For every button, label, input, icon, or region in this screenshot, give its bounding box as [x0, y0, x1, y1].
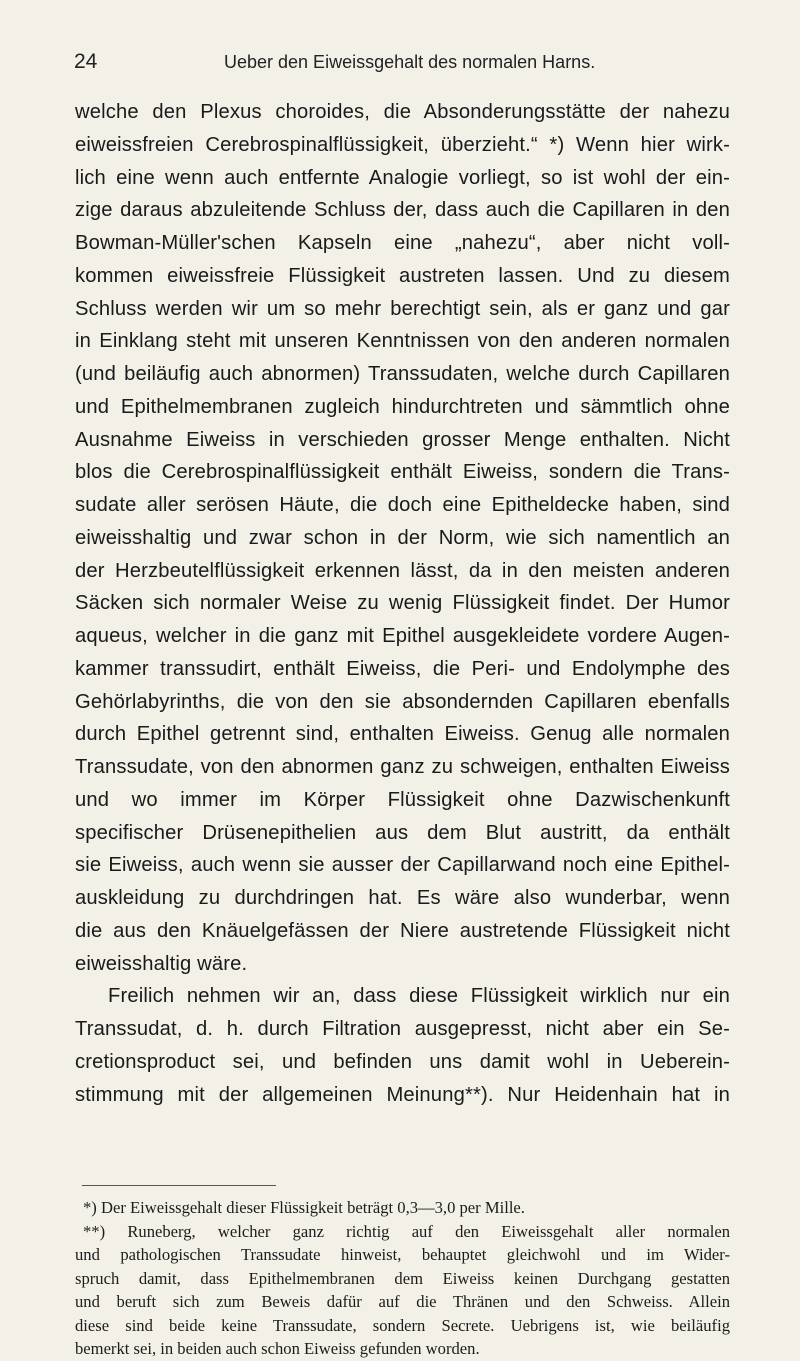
text-line: blos die Cerebrospinalflüssigkeit enthält Eiweiss, sondern die Trans- [75, 461, 730, 484]
main-text [75, 96, 730, 1111]
footnote-line: und pathologischen Transsudate hinweist, behauptet gleichwohl und im Wider- [75, 1245, 730, 1264]
text-line: die aus den Knäuelgefässen der Niere austretende Flüssigkeit nicht [75, 919, 730, 942]
text-line: eiweissfreien Cerebrospinalflüssigkeit, überzieht.“ *) Wenn hier wirk- [75, 133, 730, 156]
text-line: lich eine wenn auch entfernte Analogie vorliegt, so ist wohl der ein- [75, 166, 730, 189]
text-line: auskleidung zu durchdringen hat. Es wäre also wunderbar, wenn [75, 887, 730, 909]
text-line: zige daraus abzuleitende Schluss der, dass auch die Capillaren in den [75, 199, 730, 222]
text-line: Transsudate, von den abnormen ganz zu schweigen, enthalten Eiweiss [75, 756, 730, 778]
footnote-line: spruch damit, dass Epithelmembranen dem Eiweiss keinen Durchgang gestatten [75, 1268, 730, 1288]
paragraph-start-line: Freilich nehmen wir an, dass diese Flüssigkeit wirklich nur ein [108, 985, 730, 1008]
text-line: kammer transsudirt, enthält Eiweiss, die Peri- und Endolymphe des [75, 657, 730, 680]
text-line: Bowman-Müller'schen Kapseln eine „nahezu“, aber nicht voll- [75, 232, 730, 254]
footnote-line: bemerkt sei, in beiden auch schon Eiweiss gefunden worden. [75, 1339, 480, 1358]
footnote-line: und beruft sich zum Beweis dafür auf die Thränen und den Schweiss. Allein [75, 1292, 730, 1311]
text-line: Transsudat, d. h. durch Filtration ausgepresst, nicht aber ein Se- [75, 1018, 730, 1040]
text-line: durch Epithel getrennt sind, enthalten Eiweiss. Genug alle normalen [75, 723, 730, 746]
running-title: Ueber den Eiweissgehalt des normalen Harns. [224, 52, 596, 72]
text-line: eiweisshaltig wäre. [75, 952, 248, 975]
text-line: specifischer Drüsenepithelien aus dem Blut austritt, da enthält [75, 821, 730, 844]
text-line: welche den Plexus choroides, die Absonderungsstätte der nahezu [75, 101, 730, 123]
text-line: sie Eiweiss, auch wenn sie ausser der Capillarwand noch eine Epithel- [75, 854, 730, 877]
page-header [74, 50, 740, 78]
text-line: Schluss werden wir um so mehr berechtigt sein, als er ganz und gar [75, 297, 730, 320]
footnote-line: **) Runeberg, welcher ganz richtig auf den Eiweissgehalt aller normalen [83, 1221, 730, 1241]
text-line: stimmung mit der allgemeinen Meinung**). Nur Heidenhain hat in [75, 1083, 730, 1106]
text-line: aqueus, welcher in die ganz mit Epithel ausgekleidete vordere Augen- [75, 625, 730, 647]
text-line: eiweisshaltig und zwar schon in der Norm, wie sich namentlich an [75, 526, 730, 549]
text-line: und wo immer im Körper Flüssigkeit ohne Dazwischenkunft [75, 788, 730, 811]
text-line: cretionsproduct sei, und befinden uns damit wohl in Ueberein- [75, 1050, 730, 1073]
text-line: der Herzbeutelflüssigkeit erkennen lässt, da in den meisten anderen [75, 559, 730, 582]
text-line: Gehörlabyrinths, die von den sie absondernden Capillaren ebenfalls [75, 690, 730, 713]
page-number: 24 [74, 50, 98, 73]
footnotes [75, 1196, 730, 1361]
text-line: und Epithelmembranen zugleich hindurchtreten und sämmtlich ohne [75, 395, 730, 418]
text-line: Säcken sich normaler Weise zu wenig Flüssigkeit findet. Der Humor [75, 592, 730, 615]
text-line: in Einklang steht mit unseren Kenntnissen von den anderen normalen [75, 330, 730, 353]
footnote-divider [82, 1185, 276, 1186]
text-line: (und beiläufig auch abnormen) Transsudaten, welche durch Capillaren [75, 363, 730, 385]
text-line: kommen eiweissfreie Flüssigkeit austreten lassen. Und zu diesem [75, 264, 730, 287]
text-line: Ausnahme Eiweiss in verschieden grosser Menge enthalten. Nicht [75, 428, 730, 451]
footnote-line: *) Der Eiweissgehalt dieser Flüssigkeit beträgt 0,3—3,0 per Mille. [83, 1198, 525, 1217]
footnote-line: diese sind beide keine Transsudate, sondern Secrete. Uebrigens ist, wie beiläufig [75, 1315, 730, 1335]
text-line: sudate aller serösen Häute, die doch eine Epitheldecke haben, sind [75, 494, 730, 516]
